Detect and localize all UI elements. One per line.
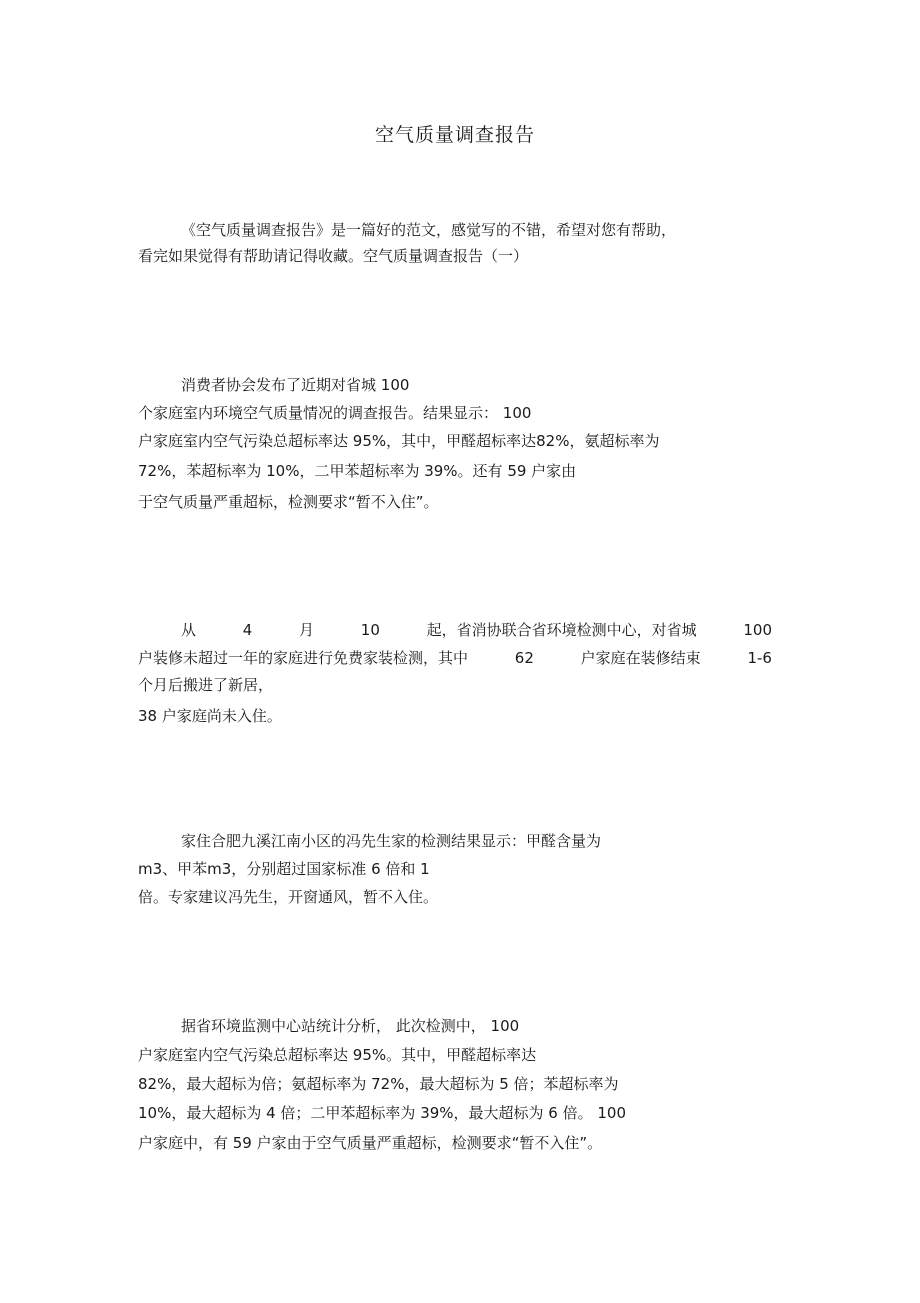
- para3-line-3: 倍。专家建议冯先生，开窗通风，暂不入住。: [138, 888, 439, 906]
- para2-line-1: [181, 620, 772, 640]
- para2-line-4: 38 户家庭尚未入住。: [138, 707, 282, 725]
- document-title: 空气质量调查报告: [374, 124, 535, 146]
- para2-l2-part-1: 户装修未超过一年的家庭进行免费家装检测，其中: [138, 649, 469, 667]
- para4-line-2: 户家庭室内空气污染总超标率达 95%。其中，甲醛超标率达: [138, 1046, 537, 1064]
- para1-line-1: 消费者协会发布了近期对省城 100: [181, 376, 410, 394]
- para4-line-5: 户家庭中，有 59 户家由于空气质量严重超标，检测要求“暂不入住”。: [138, 1134, 603, 1152]
- para1-line-2: 个家庭室内环境空气质量情况的调查报告。结果显示： 100: [138, 404, 532, 422]
- para1-line-3: 户家庭室内空气污染总超标率达 95%，其中，甲醛超标率达82%，氨超标率为: [138, 432, 660, 450]
- para1-line-5: 于空气质量严重超标，检测要求“暂不入住”。: [138, 493, 439, 511]
- para2-l2-part-3: 户家庭在装修结束: [580, 649, 701, 667]
- para2-l1-part-2: 4: [242, 621, 253, 639]
- para2-l2-part-2: 62: [514, 649, 534, 667]
- para1-line-4: 72%，苯超标率为 10%，二甲苯超标率为 39%。还有 59 户家由: [138, 462, 577, 480]
- para2-l1-part-1: 从: [181, 621, 197, 639]
- para3-line-2: m3、甲苯m3，分别超过国家标准 6 倍和 1: [138, 860, 430, 878]
- para2-line-3: 个月后搬进了新居，: [138, 676, 274, 694]
- para2-line-2: [138, 648, 772, 668]
- para4-line-4: 10%，最大超标为 4 倍；二甲苯超标率为 39%，最大超标为 6 倍。 100: [138, 1104, 627, 1122]
- para2-l1-part-5: 起，省消协联合省环境检测中心，对省城: [426, 621, 697, 639]
- para3-line-1: 家住合肥九溪江南小区的冯先生家的检测结果显示：甲醛含量为: [181, 832, 602, 850]
- intro-line-1: 《空气质量调查报告》是一篇好的范文，感觉写的不错，希望对您有帮助，: [181, 221, 677, 239]
- intro-line-2: 看完如果觉得有帮助请记得收藏。空气质量调查报告（一）: [138, 247, 529, 265]
- para4-line-3: 82%，最大超标为倍；氨超标率为 72%，最大超标为 5 倍；苯超标率为: [138, 1075, 619, 1093]
- para2-l2-part-4: 1-6: [747, 649, 772, 667]
- para2-l1-part-4: 10: [360, 621, 380, 639]
- para2-l1-part-6: 100: [743, 621, 772, 639]
- para2-l1-part-3: 月: [299, 621, 315, 639]
- para4-line-1: 据省环境监测中心站统计分析， 此次检测中， 100: [181, 1017, 520, 1035]
